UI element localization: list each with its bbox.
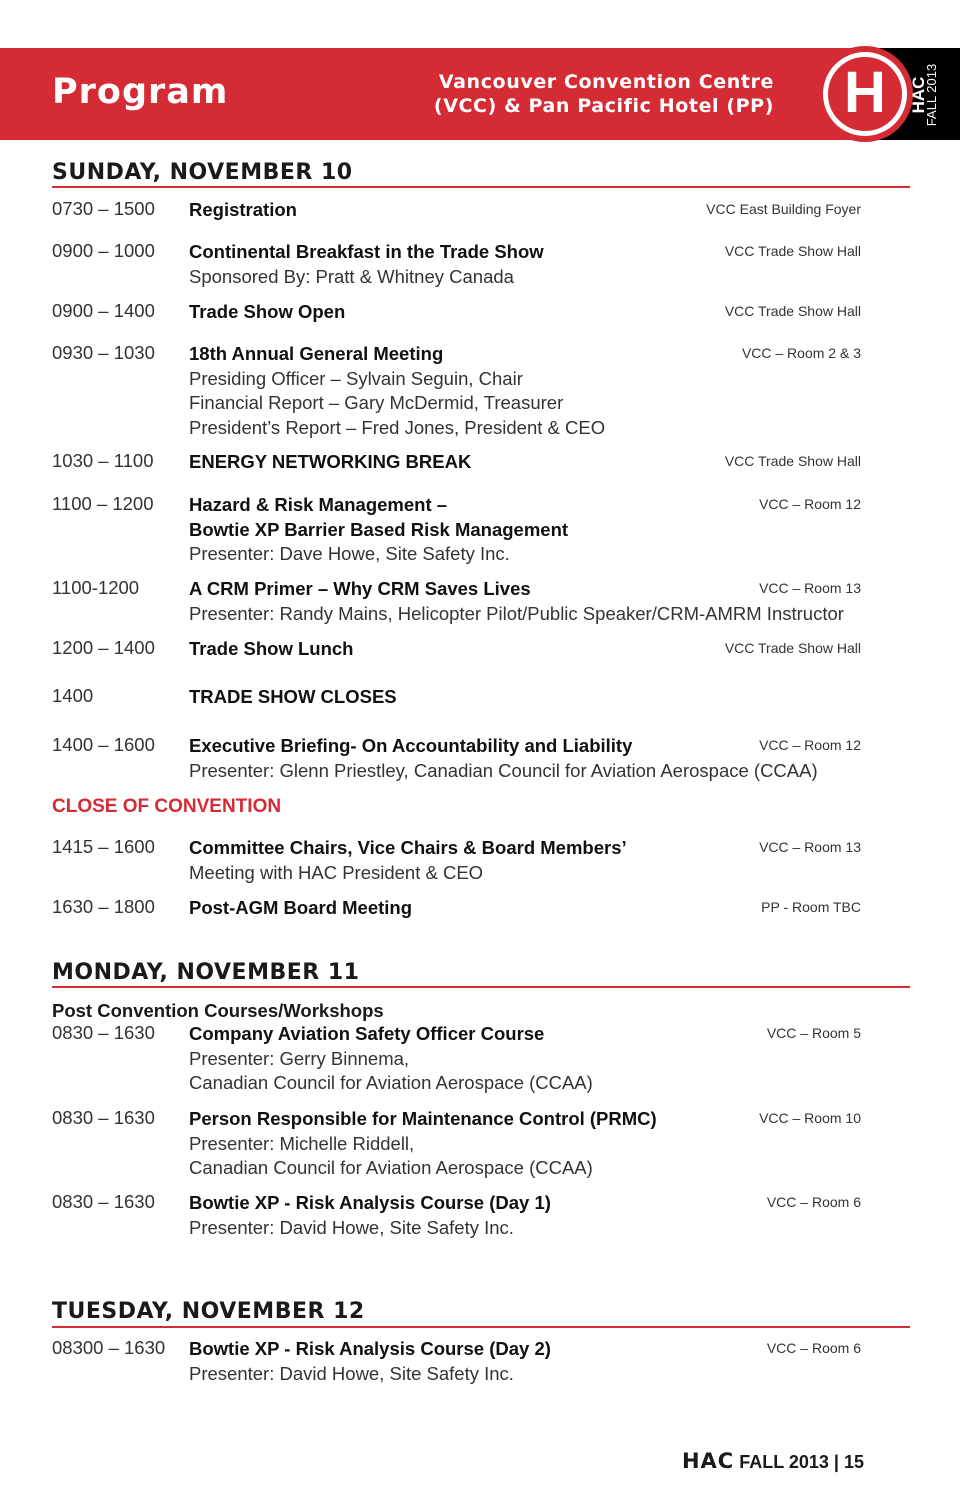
venue-line-1: Vancouver Convention Centre — [438, 71, 774, 93]
item-title: 18th Annual General Meeting — [189, 343, 444, 364]
item-event — [189, 300, 345, 325]
item-event — [189, 240, 544, 289]
item-time: 1400 – 1600 — [52, 734, 155, 755]
item-location: VCC – Room 12 — [759, 496, 861, 512]
tab-issue: FALL 2013 — [924, 63, 939, 127]
logo-letter: H — [844, 60, 886, 125]
item-title: A CRM Primer – Why CRM Saves Lives — [189, 578, 531, 599]
item-title: Trade Show Lunch — [189, 638, 354, 659]
item-location: VCC – Room 13 — [759, 580, 861, 596]
day-rule — [52, 186, 910, 188]
item-time: 0830 – 1630 — [52, 1107, 155, 1128]
item-event — [189, 896, 412, 921]
item-event — [189, 1337, 551, 1386]
item-detail: Presiding Officer – Sylvain Seguin, Chair — [189, 367, 523, 389]
item-title: Trade Show Open — [189, 301, 346, 322]
venue-info — [434, 70, 774, 118]
item-location: PP - Room TBC — [761, 899, 861, 915]
item-detail: Canadian Council for Aviation Aerospace (CCAA) — [189, 1072, 593, 1093]
item-detail: Presenter: David Howe, Site Safety Inc. — [189, 1216, 514, 1238]
header-banner — [0, 48, 960, 140]
item-detail: Presenter: Michelle Riddell, — [189, 1132, 415, 1154]
item-event — [189, 1107, 657, 1181]
item-detail: Canadian Council for Aviation Aerospace (CCAA) — [189, 1157, 593, 1178]
item-title: Company Aviation Safety Officer Course — [189, 1023, 545, 1044]
item-title: TRADE SHOW CLOSES — [189, 686, 397, 707]
item-detail: Presenter: Randy Mains, Helicopter Pilot/Public Speaker/CRM-AMRM Instructor — [189, 602, 844, 624]
item-title: Post-AGM Board Meeting — [189, 897, 413, 918]
item-title: Bowtie XP - Risk Analysis Course (Day 1) — [189, 1192, 551, 1213]
item-location: VCC Trade Show Hall — [724, 640, 861, 656]
item-title: Registration — [189, 199, 297, 220]
close-of-convention-label: CLOSE OF CONVENTION — [52, 796, 282, 817]
item-event — [189, 198, 297, 223]
item-detail: President’s Report – Fred Jones, President & CEO — [189, 416, 606, 438]
item-time: 1200 – 1400 — [52, 637, 155, 658]
item-time: 0900 – 1400 — [52, 300, 155, 321]
item-title: Person Responsible for Maintenance Control (PRMC) — [189, 1108, 657, 1129]
item-event — [189, 734, 818, 783]
item-title: Executive Briefing- On Accountability and Liability — [189, 735, 633, 756]
item-title: Bowtie XP - Risk Analysis Course (Day 2) — [189, 1338, 551, 1359]
item-event — [189, 1191, 551, 1240]
venue-line-2: (VCC) & Pan Pacific Hotel (PP) — [433, 95, 774, 117]
item-detail: Meeting with HAC President & CEO — [189, 861, 484, 883]
footer-brand: HAC — [681, 1449, 735, 1473]
item-time: 1415 – 1600 — [52, 836, 155, 857]
item-location: VCC – Room 6 — [766, 1340, 861, 1356]
item-time: 1100 – 1200 — [52, 493, 154, 514]
item-detail: Presenter: Dave Howe, Site Safety Inc. — [189, 543, 510, 564]
item-title-line-2: Bowtie XP Barrier Based Risk Management — [189, 518, 569, 540]
item-time: 0830 – 1630 — [52, 1191, 155, 1212]
item-title: Committee Chairs, Vice Chairs & Board Members’ — [189, 837, 627, 858]
day-rule — [52, 1326, 910, 1328]
item-time: 0900 – 1000 — [52, 240, 155, 261]
item-title: ENERGY NETWORKING BREAK — [189, 451, 472, 472]
item-event — [189, 836, 627, 885]
item-detail: Presenter: Glenn Priestley, Canadian Council for Aviation Aerospace (CCAA) — [189, 759, 818, 781]
day-heading-tuesday: TUESDAY, NOVEMBER 12 — [52, 1299, 365, 1324]
item-detail: Presenter: Gerry Binnema, — [189, 1047, 410, 1069]
item-detail: Sponsored By: Pratt & Whitney Canada — [189, 265, 514, 287]
day-rule — [52, 986, 910, 988]
item-location: VCC Trade Show Hall — [724, 243, 861, 259]
item-time: 0830 – 1630 — [52, 1022, 155, 1043]
item-location: VCC – Room 10 — [759, 1110, 861, 1126]
item-location: VCC – Room 5 — [766, 1025, 861, 1041]
item-time: 1630 – 1800 — [52, 896, 155, 917]
item-time: 1030 – 1100 — [52, 450, 154, 471]
item-title: Continental Breakfast in the Trade Show — [189, 241, 544, 262]
day-heading-sunday: SUNDAY, NOVEMBER 10 — [52, 160, 353, 185]
item-detail: Presenter: David Howe, Site Safety Inc. — [189, 1362, 514, 1384]
item-event — [189, 450, 471, 475]
item-location: VCC East Building Foyer — [706, 201, 861, 217]
page-title: Program — [52, 72, 229, 112]
tab-label — [902, 60, 948, 128]
item-time: 1100-1200 — [52, 577, 140, 598]
page-footer — [682, 1449, 864, 1473]
item-event — [189, 685, 397, 710]
item-time: 0930 – 1030 — [52, 342, 155, 363]
item-time: 1400 — [52, 685, 94, 706]
footer-issue: FALL 2013 | 15 — [739, 1452, 864, 1472]
hac-logo — [817, 46, 913, 142]
item-time: 08300 – 1630 — [52, 1337, 166, 1358]
item-detail: Financial Report – Gary McDermid, Treasurer — [189, 392, 564, 413]
item-event — [189, 637, 353, 662]
item-location: VCC – Room 6 — [766, 1194, 861, 1210]
item-title: Hazard & Risk Management – — [189, 494, 448, 515]
item-location: VCC – Room 12 — [759, 737, 861, 753]
item-event — [189, 1022, 593, 1096]
section-heading: Post Convention Courses/Workshops — [52, 1000, 384, 1021]
item-location: VCC Trade Show Hall — [724, 453, 861, 469]
item-event — [189, 493, 568, 567]
tab-brand: HAC — [909, 76, 928, 114]
item-location: VCC – Room 13 — [759, 839, 861, 855]
item-location: VCC Trade Show Hall — [724, 303, 861, 319]
item-time: 0730 – 1500 — [52, 198, 155, 219]
item-event — [189, 577, 844, 626]
item-event — [189, 342, 605, 440]
item-location: VCC – Room 2 & 3 — [741, 345, 861, 361]
day-heading-monday: MONDAY, NOVEMBER 11 — [52, 960, 360, 985]
